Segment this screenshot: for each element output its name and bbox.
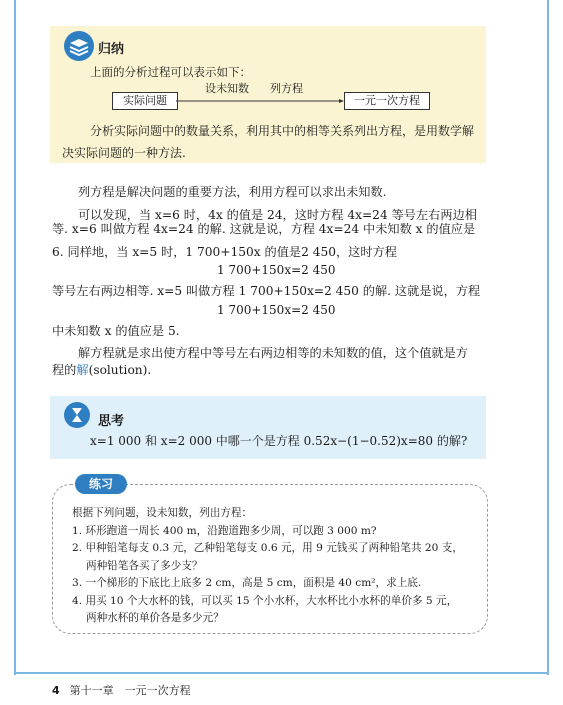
exercise-item-cont: 两种水杯的单价各是多少元？ <box>86 612 224 624</box>
text: 程的 <box>52 363 77 377</box>
equation: 1 700+150x=2 450 <box>217 263 336 277</box>
book-icon <box>63 30 95 62</box>
exercise-body <box>72 505 482 628</box>
summary-title: 归纳 <box>98 42 125 57</box>
hourglass-icon <box>63 401 91 429</box>
think-question: x=1 000 和 x=2 000 中哪一个是方程 0.52x−(1−0.52)x=80 的解? <box>90 434 468 448</box>
page-footer <box>52 682 191 698</box>
exercise-item: 2. 甲种铅笔每支 0.3 元，乙种铅笔每支 0.6 元，用 9 元钱买了两种铅笔共 20 支， <box>72 542 463 554</box>
paragraph-line <box>52 359 492 382</box>
flow-box-equation: 一元一次方程 <box>344 92 430 110</box>
summary-intro: 上面的分析过程可以表示如下： <box>90 65 251 79</box>
summary-body: 分析实际问题中的数量关系，利用其中的相等关系列出方程，是用数学解决实际问题的一种方法. <box>62 124 475 160</box>
text: (solution). <box>88 363 152 377</box>
paragraph-line: 中未知数 x 的值应是 5. <box>52 324 180 338</box>
flow-box-problem: 实际问题 <box>112 92 178 110</box>
flow-diagram <box>112 80 432 114</box>
flow-label-set: 设未知数 <box>205 82 249 95</box>
paragraph-line: 可以发现，当 x=6 时，4x 的值是 24，这时方程 4x=24 等号左右两边相 <box>78 208 477 222</box>
flow-label-equation: 列方程 <box>270 82 303 95</box>
paragraph-line: 解方程就是求出使方程中等号左右两边相等的未知数的值，这个值就是方 <box>78 346 468 360</box>
paragraph: 列方程是解决问题的重要方法，利用方程可以求出未知数. <box>78 185 387 199</box>
exercise-item: 1. 环形跑道一周长 400 m，沿跑道跑多少周，可以跑 3 000 m? <box>72 524 377 537</box>
exercise-tab: 练习 <box>75 474 127 494</box>
paragraph-line: 等号左右两边相等. x=5 叫做方程 1 700+150x=2 450 的解. 这就是说，方程 <box>52 284 481 298</box>
frame-divider <box>14 672 549 674</box>
page-number: 4 <box>52 684 60 697</box>
equation: 1 700+150x=2 450 <box>217 303 336 317</box>
flow-arrow <box>176 99 344 103</box>
think-title: 思考 <box>98 414 125 429</box>
exercise-item-cont: 两种铅笔各买了多少支？ <box>86 559 203 572</box>
glossary-term[interactable]: 解 <box>76 363 89 377</box>
paragraph-line: 6. 同样地，当 x=5 时，1 700+150x 的值是2 450，这时方程 <box>52 245 397 259</box>
chapter-title: 第十一章 一元一次方程 <box>69 684 191 697</box>
exercise-item: 4. 用买 10 个大水杯的钱，可以买 15 个小水杯，大水杯比小水杯的单价多 5 元， <box>72 594 458 607</box>
exercise-intro: 根据下列问题，设未知数，列出方程： <box>72 507 253 519</box>
exercise-item: 3. 一个梯形的下底比上底多 2 cm，高是 5 cm，面积是 40 cm²，求上底. <box>72 577 422 589</box>
paragraph-line: 等. x=6 叫做方程 4x=24 的解. 这就是说，方程 4x=24 中未知数 x 的值应是 <box>52 222 476 236</box>
